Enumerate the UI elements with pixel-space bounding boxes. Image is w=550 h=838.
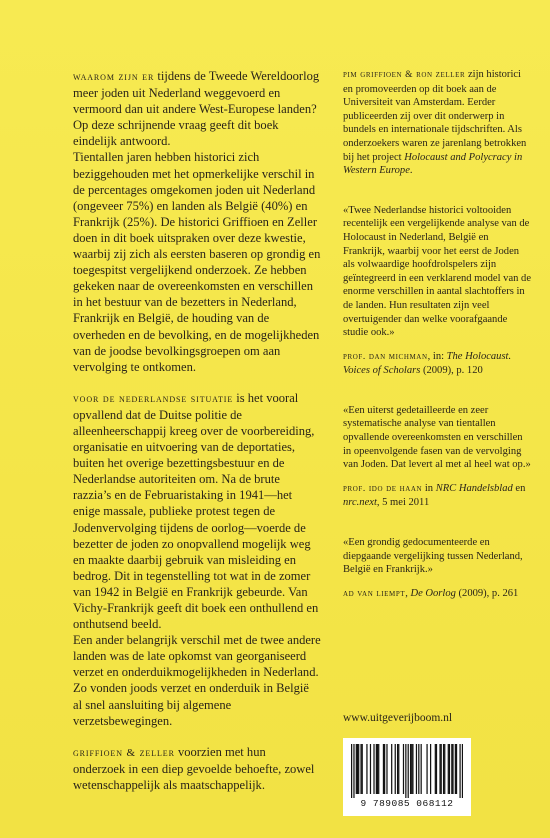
barcode-bar bbox=[435, 744, 436, 794]
barcode-bar bbox=[376, 744, 377, 794]
barcode-bar bbox=[449, 744, 450, 794]
barcode-bar bbox=[412, 744, 413, 794]
barcode-bar bbox=[441, 744, 442, 794]
blurb-paragraph-4: Een ander belangrijk verschil met de twee andere landen was de late opkomst van georganiseerd verzet en onderduikmogelijkheden in Nederland. Zo vonden joods verzet en onderduik in België al snel aansluiting bij algemene verzetsbewegingen. bbox=[73, 633, 321, 728]
barcode-bar bbox=[357, 744, 358, 794]
author-bio-text: zijn historici en promoveerden op dit boek aan de Universiteit van Amsterdam. Eerder publiceerden zij over dit onderwerp in bundels en internationale tijdschriften. Als onderzoekers waren ze jarenlang betrokken bij het project bbox=[343, 69, 527, 163]
blurb-paragraph-3 bbox=[73, 390, 321, 632]
barcode-number: 9 789085 068112 bbox=[360, 798, 454, 809]
attr-text: , bbox=[405, 587, 411, 599]
barcode-bar bbox=[448, 744, 449, 794]
barcode-bars bbox=[351, 744, 463, 798]
source-title-1: The Holocaust. Voices of Scholars bbox=[343, 350, 512, 377]
attr-tail-2: , 5 mei 2011 bbox=[376, 497, 430, 509]
authors-and-reviews-column bbox=[343, 68, 533, 601]
barcode-bar bbox=[370, 744, 371, 794]
spacer bbox=[73, 729, 321, 744]
project-title: Holocaust and Polycracy in Western Europe bbox=[343, 151, 523, 177]
blurb-paragraph-2: Tientallen jaren hebben historici zich beziggehouden met het opmerkelijke verschil in de percentages omgekomen joden uit Nederland (ongeveer 75%) en landen als België (40%) en Frankrijk (25%). De historici Griffioen en Zeller doen in dit boek uitspraken over deze kwestie, waarbij zij zich als eersten baseren op grondig en toegespitst vergelijkend onderzoek. Ze hebben gekeken naar de overeenkomsten en verschillen in het bestuur van de bezetters in Nederland, Frankrijk en België, de houding van de overheden en de bevolking, en de mogelijkheden van de joodse bevolkingsgroepen om aan vervolging te ontkomen. bbox=[73, 150, 321, 374]
attr-tail-3: (2009), p. 261 bbox=[455, 587, 519, 599]
spacer bbox=[343, 178, 533, 204]
barcode-bar bbox=[356, 744, 357, 794]
isbn-barcode bbox=[343, 738, 471, 816]
blurb-lead-3: voor de nederlandse situatie bbox=[73, 392, 234, 405]
attr-text: en bbox=[512, 482, 526, 494]
barcode-bar bbox=[436, 744, 437, 794]
barcode-bar bbox=[360, 744, 361, 794]
barcode-bar bbox=[373, 744, 374, 794]
blurb-lead-5: griffioen & zeller bbox=[73, 746, 175, 759]
barcode-bar bbox=[459, 744, 460, 798]
blurb-text-1: tijdens de Tweede Wereldoorlog meer joden uit Nederland weggevoerd en vermoord dan uit andere West-Europese landen? Op deze schrijnende vraag geeft dit boek eindelijk antwoord. bbox=[73, 69, 320, 149]
spacer bbox=[343, 510, 533, 536]
blurb-lead-1: waarom zijn er bbox=[73, 71, 155, 83]
reviewer-name-2: prof. ido de haan bbox=[343, 483, 423, 494]
blurb-text-5: voorzien met hun onderzoek in een diep gevoelde behoefte, zowel wetenschappelijk als maatschappelijk. bbox=[73, 744, 315, 792]
barcode-bar bbox=[353, 744, 354, 798]
barcode-bar bbox=[378, 744, 379, 794]
spacer bbox=[343, 378, 533, 404]
barcode-bar bbox=[386, 744, 387, 794]
barcode-bar bbox=[439, 744, 440, 794]
barcode-bar bbox=[452, 744, 453, 794]
review-attribution-2 bbox=[343, 482, 533, 510]
barcode-bar bbox=[408, 744, 409, 798]
reviewer-name-1: prof. dan michman bbox=[343, 351, 428, 362]
publisher-url: www.uitgeverijboom.nl bbox=[343, 712, 453, 724]
barcode-bar bbox=[395, 744, 396, 794]
barcode-bar bbox=[462, 744, 463, 798]
blurb-paragraph-5 bbox=[73, 744, 321, 793]
blurb-column bbox=[73, 68, 321, 793]
barcode-bar bbox=[416, 744, 417, 794]
blurb-paragraph-1 bbox=[73, 68, 321, 149]
barcode-bar bbox=[410, 744, 411, 794]
barcode-bar bbox=[351, 744, 352, 798]
reviewer-name-3: ad van liempt bbox=[343, 588, 406, 599]
barcode-bar bbox=[444, 744, 445, 794]
attr-text: in bbox=[422, 482, 436, 494]
barcode-bar bbox=[384, 744, 385, 794]
barcode-bar bbox=[426, 744, 427, 794]
barcode-bar bbox=[403, 744, 404, 794]
barcode-bar bbox=[383, 744, 384, 794]
author-names: pim griffioen & ron zeller bbox=[343, 70, 466, 80]
review-quote-2: «Een uiterst gedetailleerde en zeer systematische analyse van tientallen opvallende overeenkomsten en verschillen in opeenvolgende fasen van de vervolging van Joden. Dat levert al met al heel wat op.» bbox=[343, 404, 531, 471]
barcode-bar bbox=[397, 744, 398, 794]
barcode-bar bbox=[430, 744, 431, 794]
barcode-bar bbox=[451, 744, 452, 794]
review-quote-1: «Twee Nederlandse historici voltooiden recentelijk een vergelijkende analyse van de Holocaust in Nederland, België en Frankrijk, waarbij voor het eerst de Joden als volwaardige hoofdrolspelers zijn geïntegreerd in een verklarend model van de enorme verschillen in aantal slachtoffers in de landen. Hun resultaten zijn veel overtuigender dan welke voorafgaande studie ook.» bbox=[343, 204, 532, 339]
review-quote-3: «Een grondig gedocumenteerde en diepgaande vergelijking tussen Nederland, België en Frankrijk.» bbox=[343, 537, 523, 576]
barcode-bar bbox=[405, 744, 406, 798]
author-bio-end: . bbox=[409, 165, 413, 177]
barcode-bar bbox=[443, 744, 444, 794]
barcode-bar bbox=[421, 744, 422, 794]
source-title-3: De Oorlog bbox=[410, 587, 456, 599]
barcode-bar bbox=[366, 744, 367, 794]
barcode-bar bbox=[455, 744, 456, 794]
spacer bbox=[73, 375, 321, 390]
barcode-bar bbox=[362, 744, 363, 794]
source-title-2b: nrc.next bbox=[343, 497, 377, 509]
barcode-bar bbox=[358, 744, 359, 794]
review-attribution-3 bbox=[343, 587, 533, 602]
review-attribution-1 bbox=[343, 350, 533, 378]
attr-tail-1: (2009), p. 120 bbox=[420, 365, 483, 377]
barcode-bar bbox=[398, 744, 399, 794]
attr-text: , in: bbox=[427, 350, 447, 362]
author-bio bbox=[343, 68, 533, 178]
source-title-2a: NRC Handelsblad bbox=[435, 482, 513, 494]
barcode-bar bbox=[377, 744, 378, 794]
barcode-bar bbox=[418, 744, 419, 794]
barcode-bar bbox=[456, 744, 457, 794]
blurb-text-3: is het vooral opvallend dat de Duitse politie de alleenheerschappij kreeg over de voorbereiding, organisatie en uitvoering van de deportaties, buiten het overige bezettingsbestuur en de Nederlandse autoriteiten om. Na de brute razzia’s en de Februaristaking in 1941—het enige massale, publieke protest tegen de Jodenvervolging tijdens de oorlog—voerde de bezetter de joden zo onopvallend mogelijk weg en maakte daarbij gebruik van misleiding en bedrog. Dit in tegenstelling tot wat in de zomer van 1942 in België en Frankrijk gebeurde. Van Vichy-Frankrijk geeft dit boek een onthullend en onthutsend beeld. bbox=[73, 390, 319, 632]
barcode-bar bbox=[411, 744, 412, 794]
barcode-bar bbox=[391, 744, 392, 794]
